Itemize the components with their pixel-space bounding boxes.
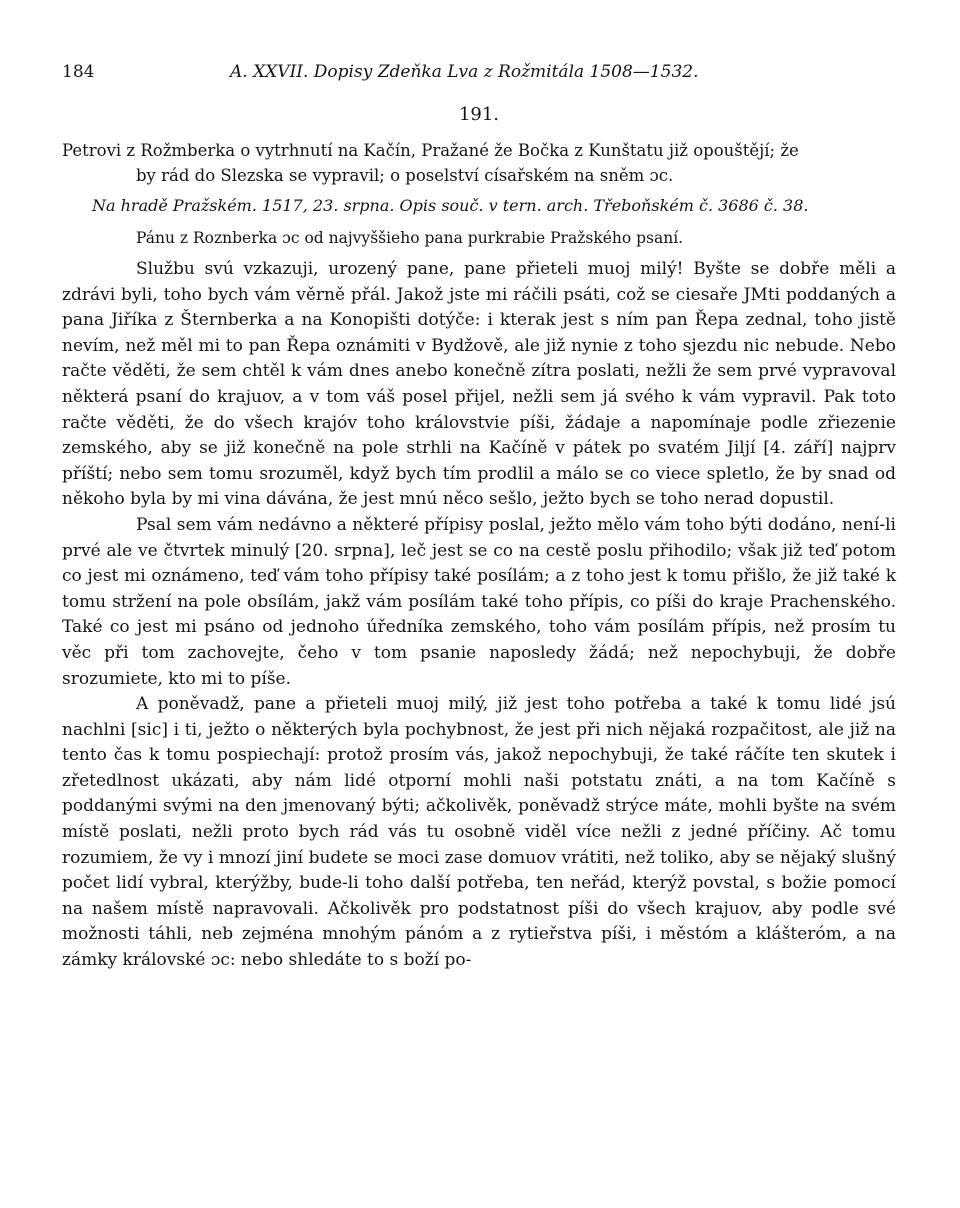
paragraph: A poněvadž, pane a přieteli muoj milý, již jest toho potřeba a také k tomu lidé jsú nachlni [sic] i ti, ježto o některých byla pochybnost, že jest při nich nějaká rozpačitost, ale již na tento čas k tomu pospiechají: protož prosím vás, jakož nepochybuji, že také ráčíte ten skutek i zřetedlnost ukázati, aby nám lidé otporní mohli naši potstatu znáti, a na tom Kačíně s poddanými svými na den jmenovaný býti; ačkolivěk, poněvadž strýce máte, mohli byšte na svém místě poslati, nežli proto bych rád vás tu osobně viděl více nežli z jedné příčiny. Ač tomu rozumiem, že vy i mnozí jiní budete se moci zase domuov vrátiti, než toliko, aby se nějaký slušný počet lidí vybral, kterýžby, bude-li toho další potřeba, ten neřád, kterýž povstal, s božie pomocí na našem místě napravovali. Ačkolivěk pro podstatnost píši do všech krajuov, aby podle své možnosti táhli, neb zejména mnohým pánóm a z rytieřstva píši, i městóm a klášteróm, a na zámky královské ɔc: nebo shledáte to s boží po-	[62, 694, 896, 971]
letter-address: Pánu z Roznberka ɔc od najvyššieho pana purkrabie Pražského psaní.	[136, 229, 684, 247]
document-number: 191.	[458, 104, 500, 125]
paragraph: Psal sem vám nedávno a některé přípisy poslal, ježto mělo vám toho býti dodáno, není-li prvé ale ve čtvrtek minulý [20. srpna], leč jest se co na cestě poslu přihodilo; však již teď potom co jest mi oznámeno, teď vám toho přípisy také posílám; a z toho jest k tomu přišlo, že již také k tomu stržení na pole obsílám, jakž vám posílám také toho přípis, co píši do kraje Prachenského. Také co jest mi psáno od jednoho úředníka zemského, toho vám posílám přípis, než prosím tu věc při tom zachovejte, čeho v tom psanie naposledy žádá; než nepochybuji, že dobře srozumiete, kto mi to píše.	[62, 514, 896, 689]
regest-line: Petrovi z Rožmberka o vytrhnutí na Kačín, Pražané že Bočka z Kunštatu již opouštějí; že	[62, 141, 799, 160]
running-title: A. XXVII. Dopisy Zdeňka Lva z Rožmitála 1508—1532.	[230, 62, 699, 82]
paragraph: Službu svú vzkazuji, urozený pane, pane přieteli muoj milý! Byšte se dobře měli a zdrávi byli, toho bych vám věrně přál. Jakož jste mi ráčili psáti, což se ciesaře JMti poddaných a pana Jiříka z Šternberka a na Konopišti dotýče: i kterak jest s ním pan Řepa zednal, toho jistě nevím, než měl mi to pan Řepa oznámiti v Bydžově, ale již nynie z toho sjezdu nic nebude. Nebo račte věděti, že sem chtěl k vám dnes anebo konečně zítra poslati, nežli že sem prvé vypravoval některá psaní do krajuov, a v tom váš posel přijel, nežli sem já svého k vám vypravil. Pak toto račte věděti, že do všech krajóv toho královstvie píši, žádaje a napomínaje podle zřiezenie zemského, aby se již konečně na pole strhli na Kačíně v pátek po svatém Jiljí [4. září] najprv příští; nebo sem tomu srozuměl, když bych tím prodlil a málo se co viece spletlo, že by snad od někoho byla by mi vina dávána, že jest mnú něco sešlo, ježto bych se toho nerad dopustil.	[62, 259, 896, 510]
regest-line: by rád do Slezska se vypravil; o poselství císařském na sněm ɔc.	[136, 166, 674, 185]
page-header	[62, 60, 896, 90]
source-note: Na hradě Pražském. 1517, 23. srpna. Opis souč. v tern. arch. Třeboňském č. 3686 č. 38.	[92, 196, 809, 215]
regest	[62, 138, 896, 188]
document-page	[62, 60, 896, 974]
page-number: 184	[62, 62, 95, 82]
letter-body	[62, 257, 896, 974]
